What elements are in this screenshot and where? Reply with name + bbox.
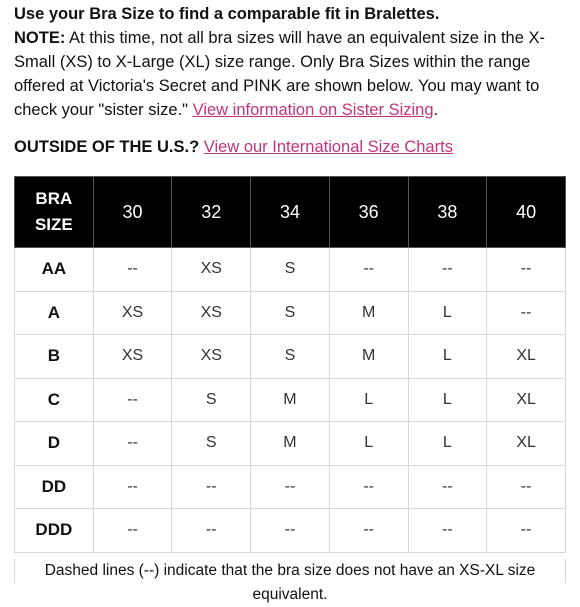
table-row <box>15 335 566 379</box>
size-cell: S <box>251 335 330 379</box>
size-cell: XS <box>172 291 251 335</box>
band-header: 32 <box>172 177 251 248</box>
band-header: 36 <box>329 177 408 248</box>
size-cell: -- <box>93 509 172 553</box>
size-cell: M <box>329 335 408 379</box>
size-cell: -- <box>487 248 566 292</box>
note-label: NOTE: <box>14 29 66 47</box>
size-cell: -- <box>329 248 408 292</box>
size-cell: -- <box>408 248 487 292</box>
intro-text <box>14 2 570 122</box>
size-cell: L <box>408 378 487 422</box>
size-cell: M <box>329 291 408 335</box>
table-row <box>15 248 566 292</box>
size-cell: S <box>251 248 330 292</box>
size-cell: XS <box>172 335 251 379</box>
size-cell: XS <box>93 335 172 379</box>
size-cell: -- <box>93 378 172 422</box>
size-cell: -- <box>251 509 330 553</box>
bra-size-table <box>14 176 566 553</box>
size-cell: -- <box>93 465 172 509</box>
size-cell: S <box>251 291 330 335</box>
size-cell: -- <box>408 509 487 553</box>
note-period: . <box>433 101 439 119</box>
size-cell: XS <box>93 291 172 335</box>
size-cell: L <box>408 422 487 466</box>
band-header: 38 <box>408 177 487 248</box>
band-header: 40 <box>487 177 566 248</box>
size-cell: -- <box>487 291 566 335</box>
bra-size-header: BRA SIZE <box>15 177 94 248</box>
size-cell: L <box>408 291 487 335</box>
footnote: Dashed lines (--) indicate that the bra size does not have an XS-XL size equivalent. <box>14 559 566 583</box>
outside-us-label: OUTSIDE OF THE U.S.? <box>14 138 200 156</box>
size-cell: XS <box>172 248 251 292</box>
note-text: At this time, not all bra sizes will have an equivalent size in the X-Small (XS) to X-Large (XL) size range. Only Bra Sizes within the range offered at Victoria's Secret and PINK are shown below. You may want to check your "sister size." <box>14 29 545 119</box>
band-header: 30 <box>93 177 172 248</box>
international-size-charts-link[interactable]: View our International Size Charts <box>203 138 453 156</box>
size-cell: S <box>172 422 251 466</box>
cup-label: D <box>15 422 94 466</box>
cup-label: A <box>15 291 94 335</box>
cup-label: AA <box>15 248 94 292</box>
band-header: 34 <box>251 177 330 248</box>
table-row <box>15 422 566 466</box>
size-cell: M <box>251 422 330 466</box>
size-cell: -- <box>172 465 251 509</box>
cup-label: B <box>15 335 94 379</box>
cup-label: DD <box>15 465 94 509</box>
size-cell: XL <box>487 378 566 422</box>
table-header-row <box>15 177 566 248</box>
size-cell: XL <box>487 335 566 379</box>
size-cell: L <box>329 422 408 466</box>
size-cell: -- <box>329 465 408 509</box>
size-cell: -- <box>487 509 566 553</box>
table-row <box>15 378 566 422</box>
cup-label: DDD <box>15 509 94 553</box>
size-cell: M <box>251 378 330 422</box>
table-row <box>15 509 566 553</box>
size-cell: -- <box>93 422 172 466</box>
size-cell: L <box>329 378 408 422</box>
sister-sizing-link[interactable]: View information on Sister Sizing <box>192 101 434 119</box>
size-cell: -- <box>487 465 566 509</box>
size-cell: XL <box>487 422 566 466</box>
headline: Use your Bra Size to find a comparable fit in Bralettes. <box>14 5 440 23</box>
table-row <box>15 291 566 335</box>
size-cell: L <box>408 335 487 379</box>
international-prompt <box>14 136 453 158</box>
size-cell: -- <box>251 465 330 509</box>
size-cell: -- <box>408 465 487 509</box>
size-cell: -- <box>329 509 408 553</box>
size-cell: -- <box>93 248 172 292</box>
size-cell: -- <box>172 509 251 553</box>
table-row <box>15 465 566 509</box>
size-cell: S <box>172 378 251 422</box>
cup-label: C <box>15 378 94 422</box>
